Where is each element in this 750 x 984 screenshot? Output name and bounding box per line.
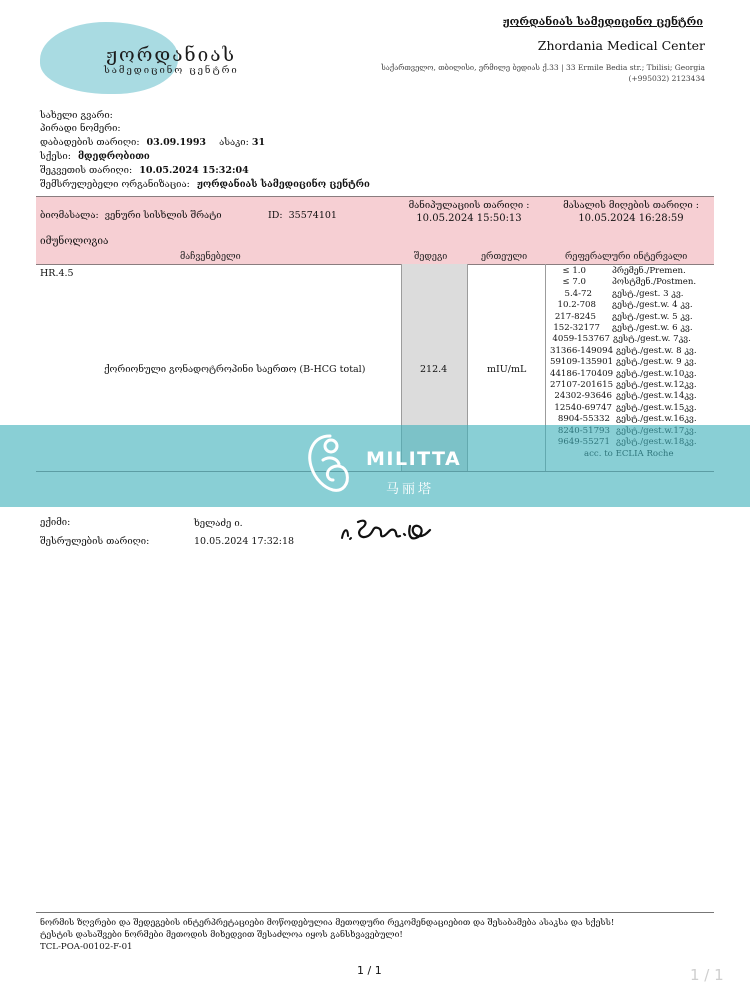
reference-range: 5.4-72 [564,288,592,299]
manipulation-date [406,200,532,224]
clinic-name-english: Zhordania Medical Center [537,38,705,53]
reference-range: ≤ 7.0 [562,277,586,288]
reference-range: 8904-55332 [557,414,610,425]
patient-name-label: სახელი გვარი: [40,110,113,121]
header-unit: ერთეული [481,252,528,262]
reference-range: 59109-135901 [550,357,614,368]
reference-range: 217-8245 [554,311,596,322]
order-date-label: შეკვეთის თარიღი: [40,165,133,176]
clinic-name-georgian: ჟორდანიას სამედიცინო ცენტრი [502,15,703,28]
reference-label: გესტ./gest.w. 6 კვ. [612,323,693,333]
table-top-border [36,196,714,197]
logo-title: ჟორდანიას [106,44,237,66]
reference-label: გესტ./gest.w.16კვ. [616,414,697,425]
group-band [36,234,714,250]
patient-id-label: პირადი ნომერი: [40,123,121,134]
sample-id-label: ID: [268,210,283,221]
reference-label: გესტ./gest.w. 7კვ. [613,334,691,345]
manipulation-date-label: მანიპულაციის თარიღი : [408,200,530,211]
manipulation-date-value: 10.05.2024 15:50:13 [416,213,522,224]
patient-id-row [40,123,121,134]
test-unit: mIU/mL [487,364,527,375]
sex-value: მდედრობითი [77,151,150,162]
organization-value: ჟორდანიას სამედიცინო ცენტრი [196,179,370,190]
reference-label: გესტ./gest.w.15კვ. [616,402,697,413]
reference-label: გესტ./gest. 3 კვ. [612,288,684,299]
biomaterial-label: ბიომასალა: [40,210,99,221]
clinic-phone: (+995032) 2123434 [628,74,705,83]
sample-id-value: 35574101 [288,210,337,221]
test-name: ქორიონული გონადოტროპინი საერთო (B-HCG total) [104,364,366,375]
doctor-label: ექიმი: [40,517,71,528]
receive-date-value: 10.05.2024 16:28:59 [578,213,684,224]
footer-divider [36,912,714,913]
reference-label: გესტ./gest.w. 8 კვ. [616,345,697,356]
header-indicator: მაჩვენებელი [180,252,241,262]
doctor-signature [338,514,434,548]
reference-label: გესტ./gest.w. 9 კვ. [616,357,697,368]
reference-range: ≤ 1.0 [562,266,586,276]
watermark-mother-child-icon [303,430,353,494]
footer-note-2: ტესტის დასაშვები ნორმები მეთოდის მიხედვით შესაძლოა იყოს განსხვავებული! [40,930,403,940]
patient-name-row [40,110,113,121]
order-date-row [40,165,249,176]
reference-label: გესტ./gest.w.12კვ. [616,380,697,390]
form-code: TCL-POA-00102-F-01 [40,942,133,952]
reference-label: გესტ./gest.w.14კვ. [616,391,697,402]
reference-label: პოსტმენ./Postmen. [612,277,697,288]
dob-label: დაბადების თარიღი: [40,137,140,148]
biomaterial-value: ვენური სისხლის შრატი [104,210,222,221]
page-number: 1 / 1 [357,964,382,977]
patient-sex-row [40,151,150,162]
completion-date-label: შესრულების თარიღი: [40,536,150,547]
receive-date-label: მასალის მიღების თარიღი : [563,200,699,211]
reference-range: 24302-93646 [554,391,612,402]
watermark-text: MILITTA [366,448,462,470]
clinic-address [381,62,705,84]
order-date-value: 10.05.2024 15:32:04 [139,165,249,176]
receive-date [562,200,700,224]
reference-label: გესტ./gest.w. 4 კვ. [612,300,693,311]
dob-value: 03.09.1993 [146,137,207,148]
reference-range: 27107-201615 [550,380,614,390]
reference-range: 31366-149094 [550,345,614,356]
biomaterial-info [40,210,222,221]
organization-label: შემსრულებელი ორგანიზაცია: [40,179,190,190]
header-reference: რეფერალური ინტერვალი [565,252,688,262]
footer-note-1: ნორმის ზღვრები და შედეგების ინტერპრეტაციები მოწოდებულია მეთოდური რეკომენდაციებით და შესაბამება ასაკსა და სქესს! [40,918,615,928]
reference-label: გესტ./gest.w.10კვ. [616,368,697,379]
reference-range: 152-32177 [553,323,600,333]
reference-range: 44186-170409 [550,368,614,379]
organization-row [40,179,370,190]
age-value: 31 [251,137,266,148]
sex-label: სქესი: [40,151,71,162]
doctor-name: ხელაძე ი. [194,518,243,529]
patient-dob-row [40,137,265,148]
group-title: იმუნოლოგია [40,236,109,247]
reference-range: 10.2-708 [557,300,596,311]
header-result: შედეგი [414,252,448,262]
watermark-subtext: 马丽塔 [386,482,435,497]
reference-label: პრემენ./Premen. [612,266,686,276]
completion-date-value: 10.05.2024 17:32:18 [194,536,295,547]
clinic-address-line: საქართველო, თბილისი, ერმილე ბედიას ქ.33 | 33 Ermile Bedia str.; Tbilisi; Georgia [381,63,705,72]
reference-range: 4059-153767 [552,334,610,345]
test-code: HR.4.5 [40,268,74,279]
page-number-ghost: 1 / 1 [690,966,724,984]
reference-label: გესტ./gest.w. 5 კვ. [612,311,693,322]
reference-range: 12540-69747 [554,402,612,413]
sample-id-info [268,210,337,221]
header-bottom-border [36,264,714,265]
test-result: 212.4 [420,364,448,375]
logo-subtitle: სამედიცინო ცენტრი [104,65,239,76]
age-label: ასაკი: [219,137,249,148]
